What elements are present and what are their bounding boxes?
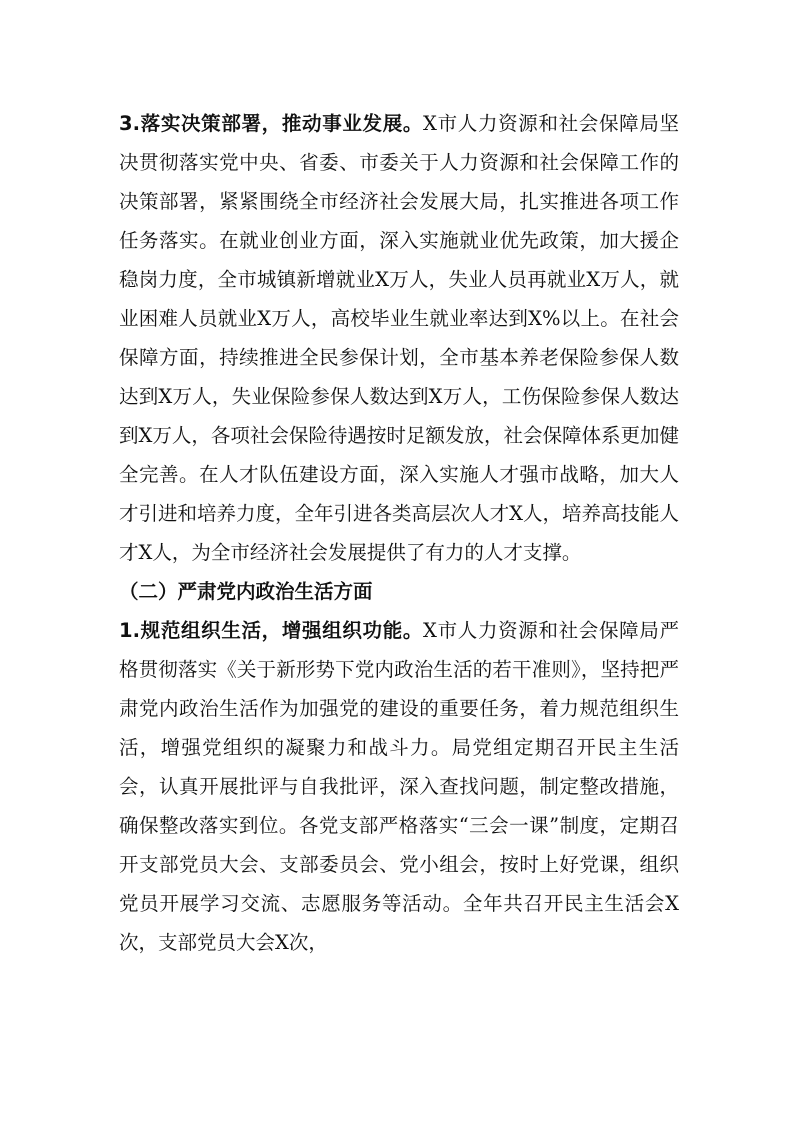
paragraph-organization-life [119, 611, 679, 962]
paragraph-text: X市人力资源和社会保障局坚决贯彻落实党中央、省委、市委关于人力资源和社会保障工作的决策部署，紧紧围绕全市经济社会发展大局，扎实推进各项工作任务落实。在就业创业方面，深入实施就业优先政策，加大援企稳岗力度，全市城镇新增就业X万人，失业人员再就业X万人，就业困难人员就业X万人，高校毕业生就业率达到X%以上。在社会保障方面，持续推进全民参保计划，全市基本养老保险参保人数达到X万人，失业保险参保人数达到X万人，工伤保险参保人数达到X万人，各项社会保险待遇按时足额发放，社会保障体系更加健全完善。在人才队伍建设方面，深入实施人才强市战略，加大人才引进和培养力度，全年引进各类高层次人才X人，培养高技能人才X人，为全市经济社会发展提供了有力的人才支撑。 [119, 112, 679, 564]
paragraph-implement-decisions [119, 104, 679, 572]
document-body [119, 104, 679, 962]
section-heading: （二）严肃党内政治生活方面 [119, 580, 373, 603]
paragraph-lead-title: 3.落实决策部署，推动事业发展。 [119, 112, 424, 135]
paragraph-lead-title: 1.规范组织生活，增强组织功能。 [119, 619, 424, 642]
paragraph-text: X市人力资源和社会保障局严格贯彻落实《关于新形势下党内政治生活的若干准则》，坚持把严肃党内政治生活作为加强党的建设的重要任务，着力规范组织生活，增强党组织的凝聚力和战斗力。局党组定期召开民主生活会，认真开展批评与自我批评，深入查找问题，制定整改措施，确保整改落实到位。各党支部严格落实“三会一课”制度，定期召开支部党员大会、支部委员会、党小组会，按时上好党课，组织党员开展学习交流、志愿服务等活动。全年共召开民主生活会X次，支部党员大会X次， [119, 619, 679, 954]
